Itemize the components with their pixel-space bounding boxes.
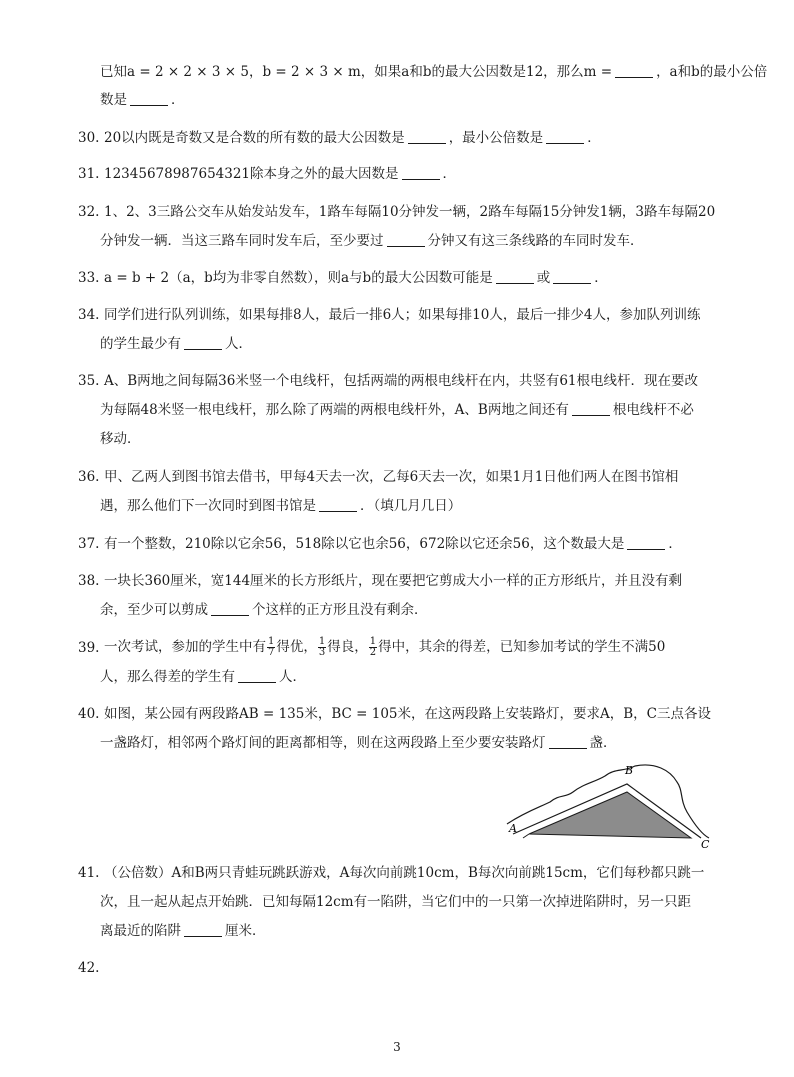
answer-blank [546,129,584,144]
q29-text: ，a和b的最小公倍 [656,64,768,80]
q40-line-2 [100,733,617,753]
q41-text: 离最近的陷阱 [100,923,181,939]
q30-number: 30. [78,130,100,146]
answer-blank [496,269,534,284]
q41-number: 41. [78,865,100,881]
answer-blank [130,91,168,106]
q41-text: 厘米． [225,923,266,939]
q36-text: ．（填几月几日） [360,498,462,514]
fraction-one-half [369,637,377,658]
q34-text: 人． [225,336,252,352]
q38-line-2 [100,600,428,620]
q32-text: 分钟又有这三条线路的车同时发车． [427,233,644,249]
q40-number: 40. [78,706,100,722]
q34-number: 34. [78,307,100,323]
q33-line [104,268,608,288]
label-a: A [509,822,517,835]
q33-text: a = b + 2（a，b均为非零自然数），则a与b的最大公因数可能是 [104,270,493,286]
q29-text: ． [171,92,185,108]
q35-line-1: A、B两地之间每隔36米竖一个电线杆，包括两端的两根电线杆在内，共竖有61根电线杆．现在要改 [104,373,699,389]
page-number: 3 [393,1040,401,1054]
q33-text: ． [594,270,608,286]
q32-number: 32. [78,204,100,220]
q38-text: 余，至少可以剪成 [100,602,208,618]
q37-text: 有一个整数，210除以它余56，518除以它也余56，672除以它还余56，这个数最大是 [104,536,625,552]
q36-text: 遇，那么他们下一次同时到图书馆是 [100,498,316,514]
q38-line-1: 一块长360厘米，宽144厘米的长方形纸片，现在要把它剪成大小一样的正方形纸片，并且没有剩 [104,573,683,589]
q34-text: 的学生最少有 [100,336,181,352]
q29-line-2 [100,90,185,110]
q35-line-3: 移动． [100,431,141,447]
answer-blank [408,129,446,144]
q40-text: 一盏路灯，相邻两个路灯间的距离都相等，则在这两段路上至少要安装路灯 [100,735,546,751]
q37-line [104,534,682,554]
q34-line-1: 同学们进行队列训练，如果每排8人，最后一排6人；如果每排10人，最后一排少4人，参加队列训练 [104,307,701,323]
q38-text: 个这样的正方形且没有剩余． [252,602,428,618]
roads-figure [505,762,715,852]
fraction-denominator: 7 [268,647,275,658]
q41-line-3 [100,921,266,941]
q39-text: 得优， [276,639,317,655]
q39-text: 得中，其余的得差，已知参加考试的学生不满50 [378,639,666,655]
q37-number: 37. [78,536,100,552]
fraction-numerator: 1 [318,636,326,647]
road-end-line [523,834,529,838]
fraction-numerator: 1 [369,636,377,647]
q36-line-2 [100,496,461,516]
fraction-denominator: 2 [369,647,377,658]
answer-blank [615,63,653,78]
q41-line-2: 次，且一起从起点开始跳．已知每隔12cm有一陷阱，当它们中的一只第一次掉进陷阱时，另一只距 [100,894,692,910]
answer-blank [572,401,610,416]
q40-line-1: 如图，某公园有两段路AB = 135米，BC = 105米，在这两段路上安装路灯，要求A，B，C三点各设 [104,706,711,722]
q41-line-1: （公倍数）A和B两只青蛙玩跳跃游戏，A每次向前跳10cm，B每次向前跳15cm，它们每秒都只跳一 [104,865,705,881]
q32-line-2 [100,231,644,251]
q37-text: ． [668,536,682,552]
q30-text: ，最小公倍数是 [448,130,544,146]
q39-text: 一次考试，参加的学生中有 [104,639,266,655]
q30-text: ． [587,130,601,146]
answer-blank [319,497,357,512]
answer-blank [627,535,665,550]
q29-text: 数是 [100,92,127,108]
q33-number: 33. [78,270,100,286]
answer-blank [211,601,249,616]
answer-blank [402,165,440,180]
q35-line-2 [100,400,694,420]
q29-text: 已知a = 2 × 2 × 3 × 5，b = 2 × 3 × m，如果a和b的最大公因数是12，那么m = [100,64,613,80]
q39-text: 人． [279,669,306,685]
answer-blank [549,734,587,749]
answer-blank [387,232,425,247]
q31-line [104,164,456,184]
q34-line-2 [100,334,252,354]
fraction-one-seventh [267,637,275,658]
q32-line-1: 1、2、3三路公交车从始发站发车，1路车每隔10分钟发一辆，2路车每隔15分钟发1辆，3路车每隔20 [104,204,716,220]
q29-line-1 [100,62,767,82]
fraction-one-third [318,637,326,658]
q39-text: 得良， [327,639,368,655]
q40-text: 盏． [589,735,617,751]
q36-number: 36. [78,469,100,485]
q31-text: 12345678987654321除本身之外的最大因数是 [104,166,399,182]
q39-line-2 [100,667,306,687]
q33-text: 或 [536,270,551,286]
q30-line [104,128,601,148]
answer-blank [553,269,591,284]
q38-number: 38. [78,573,100,589]
answer-blank [238,668,276,683]
q39-line-1 [104,633,665,661]
q35-text: 根电线杆不必 [612,402,694,418]
q36-line-1: 甲、乙两人到图书馆去借书，甲每4天去一次，乙每6天去一次，如果1月1日他们两人在图书馆相 [104,469,679,485]
q35-number: 35. [78,373,100,389]
q31-number: 31. [78,166,100,182]
q42-number: 42. [78,960,100,976]
label-b: B [625,764,634,777]
q39-number: 39. [78,640,100,656]
q39-text: 人，那么得差的学生有 [100,669,235,685]
label-c: C [701,838,710,851]
answer-blank [184,922,222,937]
shaded-triangle [529,792,691,838]
answer-blank [184,335,222,350]
q32-text: 分钟发一辆．当这三路车同时发车后，至少要过 [100,233,384,249]
q30-text: 20以内既是奇数又是合数的所有数的最大公因数是 [104,130,405,146]
fraction-denominator: 3 [318,647,326,658]
q35-text: 为每隔48米竖一根电线杆，那么除了两端的两根电线杆外，A、B两地之间还有 [100,402,569,418]
q31-text: ． [442,166,457,182]
fraction-numerator: 1 [268,636,275,647]
